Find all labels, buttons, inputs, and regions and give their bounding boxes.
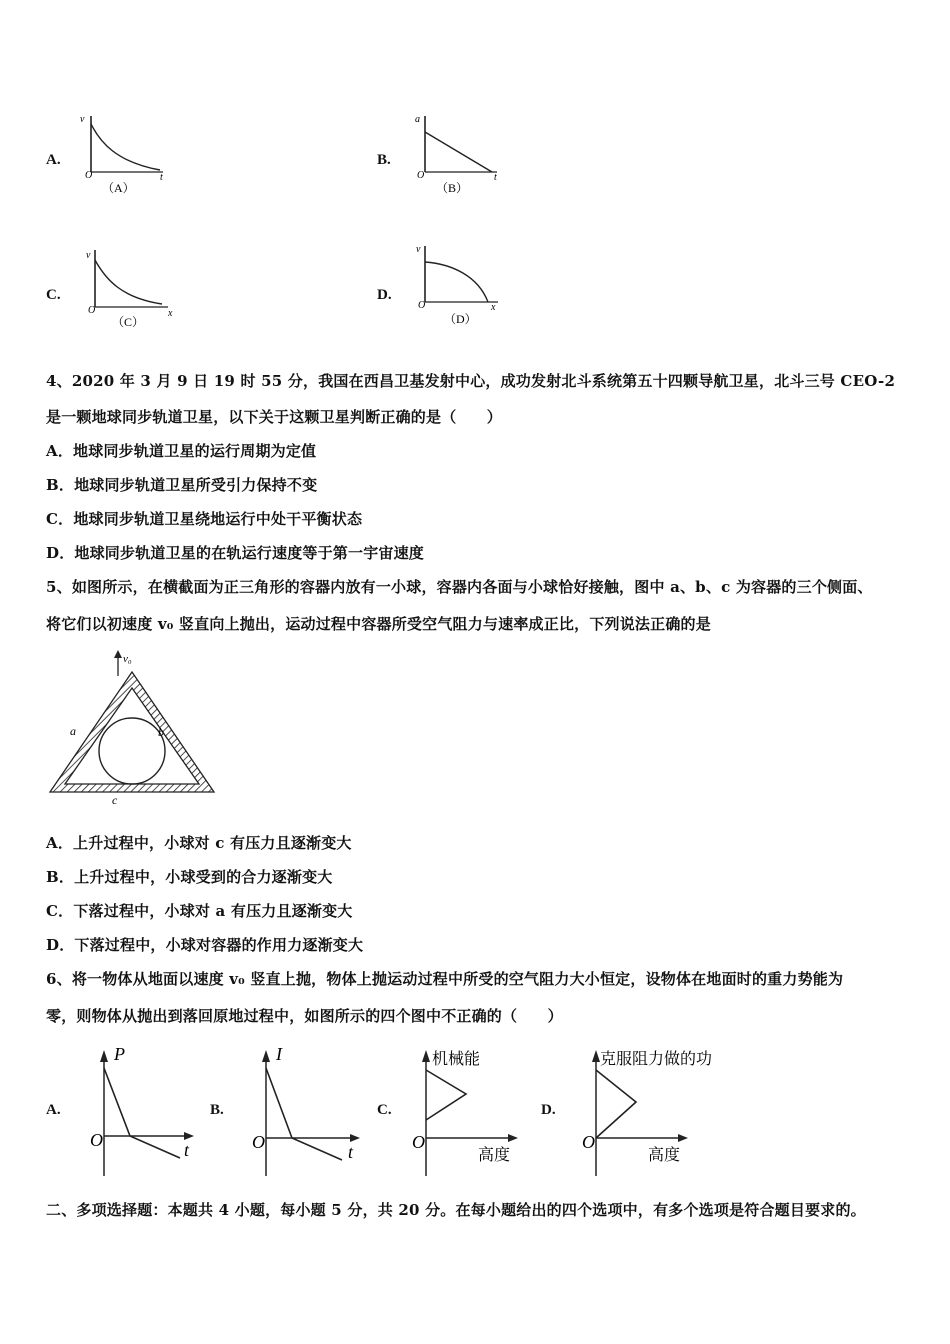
origin-label: O: [582, 1132, 595, 1152]
graph-work-against-resistance-height: [578, 1040, 738, 1180]
q6-stem-line2: 零，则物体从抛出到落回原地过程中，如图所示的四个图中不正确的（ ）: [46, 1007, 563, 1025]
x-axis-label: 高度: [648, 1145, 681, 1164]
graph-a-t-linear: [412, 112, 512, 202]
graph-caption: （B）: [436, 181, 469, 195]
graph-caption: （D）: [444, 312, 477, 326]
y-axis-label: I: [276, 1044, 282, 1064]
origin-label: O: [417, 170, 425, 181]
side-a-label: a: [70, 724, 76, 738]
y-axis-label: 克服阻力做的功: [600, 1049, 713, 1068]
triangle-container-figure: [48, 648, 218, 808]
side-c-label: c: [112, 793, 118, 807]
graph-p-t: [88, 1040, 198, 1180]
graph-i-t: [250, 1040, 360, 1180]
x-axis-label: x: [168, 308, 173, 319]
x-axis-label: t: [184, 1140, 190, 1160]
origin-label: O: [412, 1132, 425, 1152]
q5-option-d[interactable]: D．下落过程中，小球对容器的作用力逐渐变大: [46, 936, 364, 954]
origin-label: O: [90, 1130, 103, 1150]
graph-v-t-decay: [78, 112, 178, 202]
option-label: C.: [377, 1102, 392, 1118]
q4-option-d[interactable]: D．地球同步轨道卫星的在轨运行速度等于第一宇宙速度: [46, 544, 425, 562]
q5-stem-line1: 5、如图所示，在横截面为正三角形的容器内放有一小球，容器内各面与小球恰好接触，图中 a、b、c 为容器的三个侧面、: [46, 578, 873, 596]
x-axis-label: 高度: [478, 1145, 511, 1164]
q4-option-c[interactable]: C．地球同步轨道卫星绕地运行中处干平衡状态: [46, 510, 363, 528]
graph-mechanical-energy-height: [408, 1040, 528, 1180]
x-axis-label: x: [491, 302, 496, 313]
q5-option-b[interactable]: B．上升过程中，小球受到的合力逐渐变大: [46, 868, 333, 886]
option-label: A.: [46, 152, 61, 168]
ball: [99, 718, 165, 784]
q4-stem-line2: 是一颗地球同步轨道卫星，以下关于这颗卫星判断正确的是（ ）: [46, 408, 503, 426]
option-label: A.: [46, 1102, 61, 1118]
option-label: D.: [541, 1102, 556, 1118]
option-label: D.: [377, 287, 392, 303]
q4-option-b[interactable]: B．地球同步轨道卫星所受引力保持不变: [46, 476, 318, 494]
graph-v-x-concave: [412, 240, 512, 330]
origin-label: O: [88, 305, 96, 316]
y-axis-label: 机械能: [432, 1049, 481, 1068]
q6-stem-line1: 6、将一物体从地面以速度 v₀ 竖直上抛，物体上抛运动过程中所受的空气阻力大小恒定，设物体在地面时的重力势能为: [46, 970, 844, 988]
x-axis-label: t: [494, 172, 497, 183]
origin-label: O: [85, 170, 93, 181]
y-axis-label: v: [80, 114, 85, 125]
q5-stem-line2: 将它们以初速度 v₀ 竖直向上抛出，运动过程中容器所受空气阻力与速率成正比，下列说法正确的是: [46, 615, 711, 633]
origin-label: O: [252, 1132, 265, 1152]
graph-caption: （A）: [102, 181, 135, 195]
q5-option-c[interactable]: C．下落过程中，小球对 a 有压力且逐渐变大: [46, 902, 353, 920]
y-axis-label: P: [114, 1044, 125, 1064]
graph-caption: （C）: [112, 315, 145, 329]
y-axis-label: v: [86, 250, 91, 261]
velocity-label: v₀: [123, 653, 132, 665]
graph-v-x-decay: [82, 246, 182, 336]
option-label: B.: [210, 1102, 224, 1118]
y-axis-label: v: [416, 244, 421, 255]
option-label: C.: [46, 287, 61, 303]
x-axis-label: t: [348, 1142, 354, 1162]
q4-stem-line1: 4、2020 年 3 月 9 日 19 时 55 分，我国在西昌卫基发射中心，成功发射北斗系统第五十四颗导航卫星，北斗三号 CEO-2: [46, 372, 896, 390]
x-axis-label: t: [160, 172, 163, 183]
origin-label: O: [418, 300, 426, 311]
side-b-label: b: [158, 725, 164, 739]
q4-option-a[interactable]: A．地球同步轨道卫星的运行周期为定值: [46, 442, 317, 460]
y-axis-label: a: [415, 114, 420, 125]
option-label: B.: [377, 152, 391, 168]
q5-option-a[interactable]: A．上升过程中，小球对 c 有压力且逐渐变大: [46, 834, 352, 852]
section2-heading: 二、多项选择题：本题共 4 小题，每小题 5 分，共 20 分。在每小题给出的四个选项中，有多个选项是符合题目要求的。: [46, 1201, 866, 1219]
